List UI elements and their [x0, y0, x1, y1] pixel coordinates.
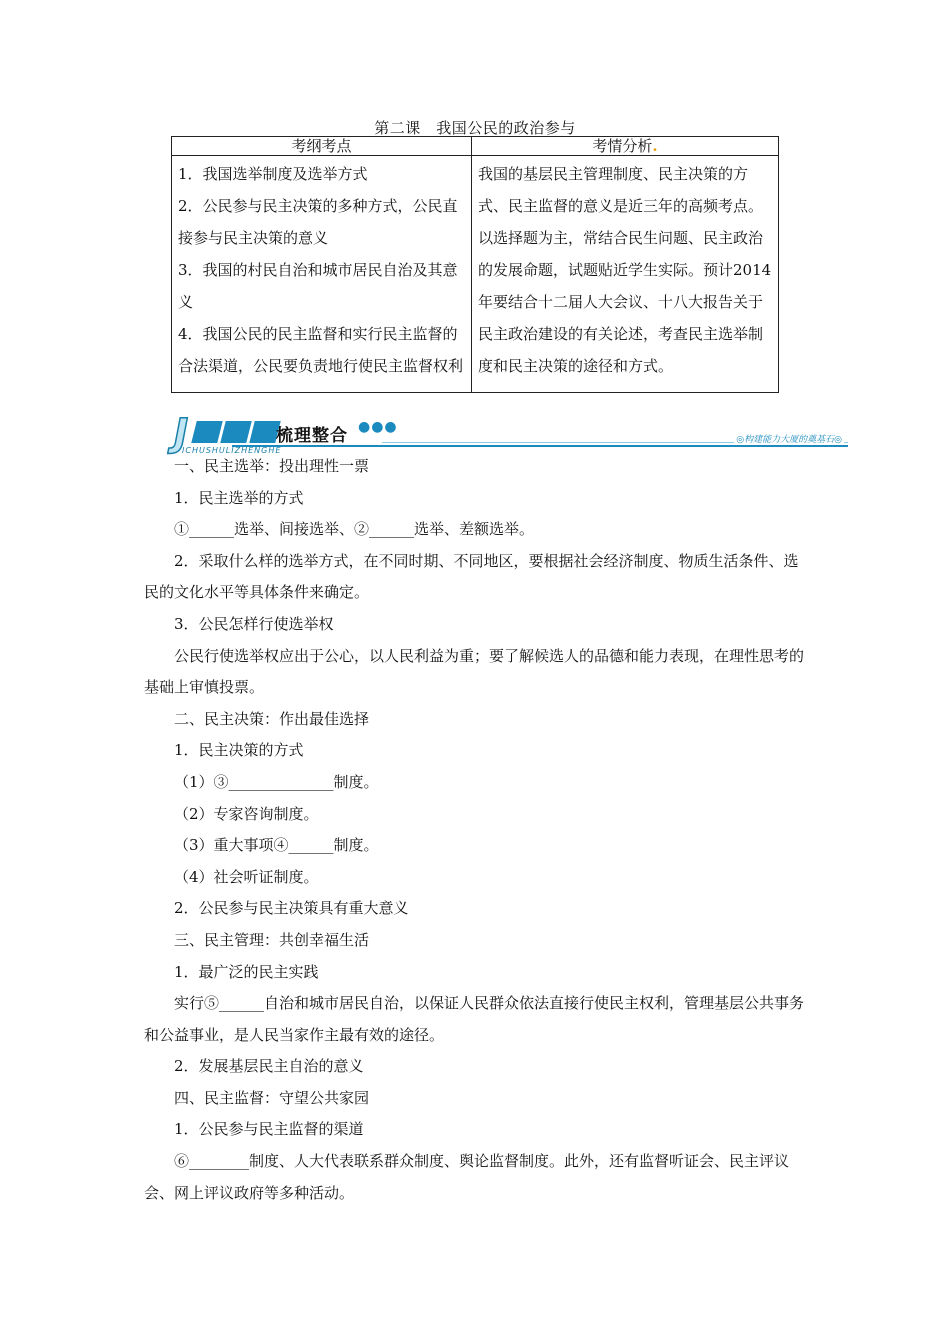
analysis-text: 我国的基层民主管理制度、民主决策的方式、民主监督的意义是近三年的高频考点。以选择题为主，常结合民生问题、民主政治的发展命题，试题贴近学生实际。预计2014年要结合十二届人大会议、十八大报告关于民主政治建设的有关论述，考查民主选举制度和民主决策的途径和方式。: [478, 165, 772, 375]
banner-dots: ●●●: [358, 419, 398, 435]
table-body-row: [172, 156, 779, 393]
subheading: 2．发展基层民主自治的意义: [174, 1057, 364, 1076]
section-heading: 四、民主监督：守望公共家园: [174, 1088, 370, 1107]
outline-item: 2．公民参与民主决策的多种方式，公民直接参与民主决策的意义: [178, 197, 458, 247]
outline-item: 4．我国公民的民主监督和实行民主监督的合法渠道，公民要负责地行使民主监督权利: [178, 325, 464, 375]
outline-item: 1．我国选举制度及选举方式: [178, 165, 368, 183]
table-header-outline: [172, 137, 472, 156]
paragraph: 实行⑤______自治和城市居民自治，以保证人民群众依法直接行使民主权利，管理基层公共事务和公益事业，是人民当家作主最有效的途径。: [144, 994, 805, 1044]
analysis-cell: [472, 156, 779, 393]
list-item: （3）重大事项④______制度。: [174, 836, 379, 855]
subheading: 3．公民怎样行使选举权: [174, 614, 334, 633]
header-analysis-label: 考情分析: [592, 137, 653, 155]
subheading: 2．公民参与民主决策具有重大意义: [174, 899, 409, 918]
banner-blocks: [194, 421, 278, 443]
paragraph: 2．采取什么样的选举方式，在不同时期、不同地区，要根据社会经济制度、物质生活条件、选民的文化水平等具体条件来确定。: [144, 551, 799, 602]
exam-analysis-table: [171, 136, 779, 393]
subheading: 1．公民参与民主监督的渠道: [174, 1120, 364, 1139]
list-item: （1）③______________制度。: [174, 772, 379, 791]
section-heading: 三、民主管理：共创幸福生活: [174, 930, 370, 949]
banner-motto: ◎构建能力大厦的奠基石◎: [734, 432, 844, 445]
banner-subtitle: ICHUSHULIZHENGHE: [182, 446, 282, 455]
header-outline-label: 考纲考点: [291, 137, 352, 155]
paragraph: ⑥________制度、人大代表联系群众制度、舆论监督制度。此外，还有监督听证会、民主评议会、网上评议政府等多种活动。: [144, 1152, 790, 1202]
outline-cell: [172, 156, 472, 393]
subheading: 1．最广泛的民主实践: [174, 962, 319, 981]
section-heading: 二、民主决策：作出最佳选择: [174, 709, 370, 728]
section-heading: 一、民主选举：投出理性一票: [174, 457, 370, 475]
paragraph: ①______选举、间接选举、②______选举、差额选举。: [174, 520, 535, 539]
subheading: 1．民主选举的方式: [174, 488, 304, 507]
table-header-analysis: [472, 137, 779, 156]
banner-letter: J: [174, 411, 189, 455]
page-title: 第二课 我国公民的政治参与: [374, 119, 576, 137]
banner-label: 梳理整合: [276, 426, 348, 446]
list-item: （2）专家咨询制度。: [174, 804, 319, 823]
table-header-row: [172, 137, 779, 156]
orange-dot-mark: .: [652, 137, 658, 155]
main-content: [144, 451, 808, 1209]
outline-item: 3．我国的村民自治和城市居民自治及其意义: [178, 261, 458, 311]
section-banner: [172, 411, 848, 455]
paragraph: 公民行使选举权应出于公心，以人民利益为重；要了解候选人的品德和能力表现，在理性思考的基础上审慎投票。: [144, 646, 805, 697]
subheading: 1．民主决策的方式: [174, 741, 304, 760]
list-item: （4）社会听证制度。: [174, 867, 319, 886]
